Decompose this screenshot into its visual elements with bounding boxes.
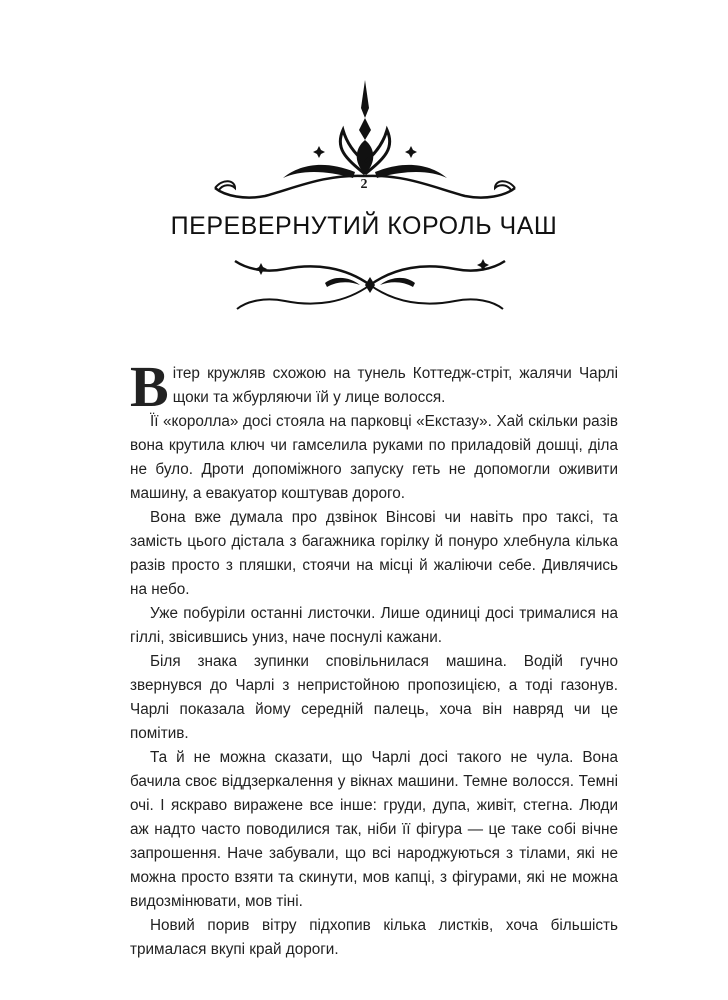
chapter-text — [130, 354, 618, 962]
paragraph-6: Та й не можна сказати, що Чарлі досі такого не чула. Вона бачила своє віддзеркалення у вікнах машини. Темне волосся. Темні очі. І яскраво виражене все інше: груди, дупа, живіт, стегна. Люди аж надто часто поводилися так, ніби її фігура — це таке собі вічне запрошення. Наче забували, що всі народжуються з тілами, які не можна просто взяти та скинути, мов капці, з фігурами, які не можна видозмінювати, мов тіні. — [130, 749, 618, 910]
chapter-number: 2 — [360, 177, 368, 192]
bottom-flourish-icon — [225, 255, 515, 315]
first-paragraph-text: ітер кружляв схожою на тунель Коттедж-стріт, жалячи Чарлі щоки та жбурляючи їй у лице волосся. — [172, 365, 618, 406]
paragraph-3: Вона вже думала про дзвінок Вінсові чи навіть про таксі, та замість цього дістала з багажника горілку й понуро хлебнула кілька разів просто з пляшки, стоячи на місці й жаліючи себе. Дивлячись на небо. — [130, 509, 618, 598]
chapter-title: ПЕРЕВЕРНУТИЙ КОРОЛЬ ЧАШ — [170, 212, 558, 240]
paragraph-5: Біля знака зупинки сповільнилася машина. Водій гучно звернувся до Чарлі з непристойною пропозицією, а тоді газонув. Чарлі показала йому середній палець, хоча він навряд чи це помітив. — [130, 653, 618, 742]
drop-cap: В — [130, 354, 169, 419]
paragraph-1 — [130, 354, 618, 419]
paragraph-2: Її «королла» досі стояла на парковці «Екстазу». Хай скільки разів вона крутила ключ чи гамселила руками по приладовій дошці, діла не було. Дроти допоміжного запуску геть не допомогли оживити машину, а евакуатор коштував дорого. — [130, 413, 618, 502]
paragraph-4: Уже побуріли останні листочки. Лише одиниці досі трималися на гіллі, звісившись униз, наче поснулі кажани. — [130, 605, 618, 646]
paragraph-7: Новий порив вітру підхопив кілька листків, хоча більшість трималася вкупі край дороги. — [130, 917, 618, 958]
